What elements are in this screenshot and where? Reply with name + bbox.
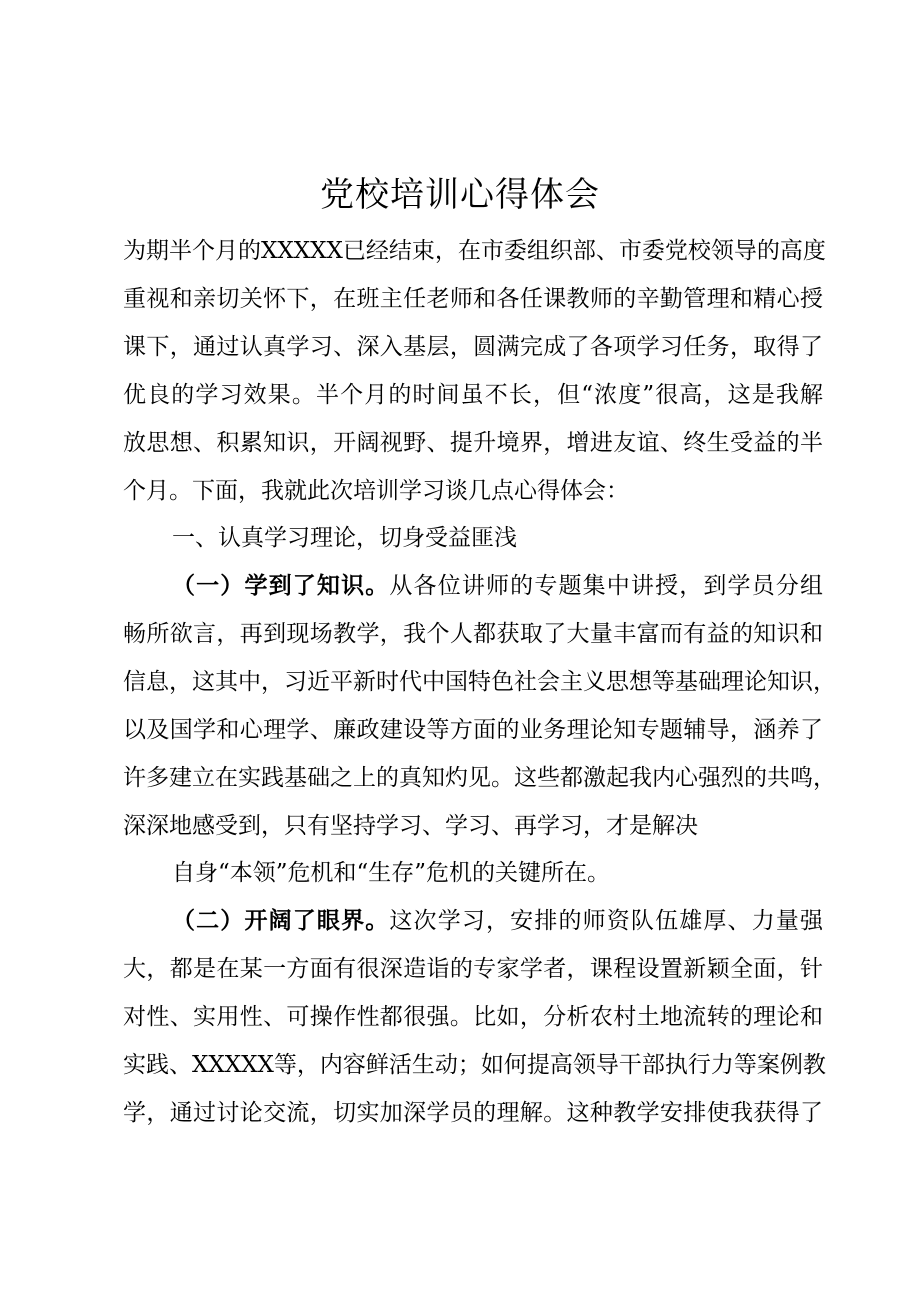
subsection-1-label: （一）学到了知识。 <box>172 573 390 599</box>
subsection-2-first-text: 这次学习，安排的师资队伍雄厚、力量强 <box>389 908 824 934</box>
intro-line-5: 放思想、积累知识，开阔视野、提升境界，增进友谊、终生受益的半 <box>123 430 823 456</box>
intro-line-3: 课下，通过认真学习、深入基层，圆满完成了各项学习任务，取得了 <box>123 334 823 360</box>
intro-line-2: 重视和亲切关怀下，在班主任老师和各任课教师的辛勤管理和精心授 <box>123 286 823 312</box>
intro-line-1: 为期半个月的XXXXX已经结束，在市委组织部、市委党校领导的高度 <box>123 238 826 264</box>
subsection-1-first-line <box>172 567 823 605</box>
subsection-1-continuation: 自身“本领”危机和“生存”危机的关键所在。 <box>172 860 611 886</box>
subsection-2-line-2: 大，都是在某一方面有很深造诣的专家学者，课程设置新颖全面，针 <box>123 956 823 982</box>
section-heading-1: 一、认真学习理论，切身受益匪浅 <box>172 525 517 551</box>
subsection-1-first-text: 从各位讲师的专题集中讲授，到学员分组 <box>389 573 824 599</box>
intro-line-6: 个月。下面，我就此次培训学习谈几点心得体会： <box>123 478 629 504</box>
subsection-1-line-2: 畅所欲言，再到现场教学，我个人都获取了大量丰富而有益的知识和 <box>123 621 823 647</box>
subsection-2-line-3: 对性、实用性、可操作性都很强。比如，分析农村土地流转的理论和 <box>123 1004 823 1030</box>
subsection-2-line-5: 学，通过讨论交流，切实加深学员的理解。这种教学安排使我获得了 <box>123 1100 823 1126</box>
subsection-2-label: （二）开阔了眼界。 <box>172 908 390 934</box>
intro-line-4: 优良的学习效果。半个月的时间虽不长，但“浓度”很高，这是我解 <box>123 382 823 408</box>
subsection-1-line-3: 信息，这其中，习近平新时代中国特色社会主义思想等基础理论知识， <box>123 669 836 695</box>
subsection-2-line-4: 实践、XXXXX等，内容鲜活生动；如何提高领导干部执行力等案例教 <box>123 1052 826 1078</box>
subsection-1-line-5: 许多建立在实践基础之上的真知灼见。这些都激起我内心强烈的共鸣， <box>123 765 836 791</box>
subsection-1-line-4: 以及国学和心理学、廉政建设等方面的业务理论知专题辅导，涵养了 <box>123 717 823 743</box>
subsection-2-first-line <box>172 902 823 940</box>
document-title: 党校培训心得体会 <box>320 175 600 215</box>
subsection-1-line-6: 深深地感受到，只有坚持学习、学习、再学习，才是解决 <box>123 813 698 839</box>
